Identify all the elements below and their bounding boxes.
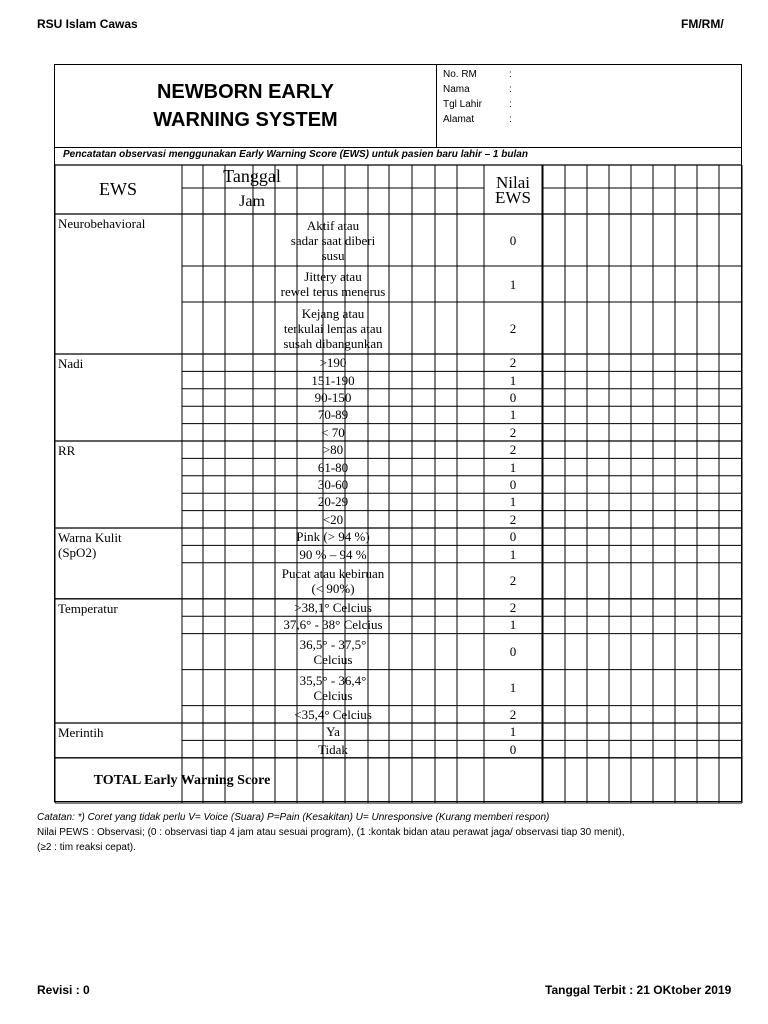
parameter-cell: Tidak <box>318 741 348 757</box>
parameter-cell: 30-60 <box>317 476 349 492</box>
parameter-cell: 36,5° - 37,5° Celcius <box>299 636 367 667</box>
score-cell: 2 <box>509 511 517 527</box>
parameter-cell: Ya <box>326 724 340 740</box>
section-label: Temperatur <box>58 600 118 616</box>
parameter-cell: 35,5° - 36,4° Celcius <box>299 672 367 703</box>
score-cell: 0 <box>509 476 517 492</box>
ews-header: EWS <box>99 179 137 199</box>
score-cell: 2 <box>509 320 517 336</box>
parameter-cell: 90 % – 94 % <box>299 546 367 562</box>
score-cell: 0 <box>509 389 517 405</box>
score-cell: 2 <box>509 573 517 589</box>
patient-field <box>443 82 729 97</box>
score-cell: 1 <box>509 494 517 510</box>
section-label: RR <box>58 443 76 458</box>
parameter-cell: 70-89 <box>317 407 349 423</box>
parameter-cell: Pucat atau kebiruan (< 90%) <box>281 565 385 596</box>
score-cell: 0 <box>509 232 517 248</box>
patient-field <box>443 97 729 112</box>
patient-field-value[interactable]: : <box>509 84 512 95</box>
patient-field <box>443 112 729 127</box>
total-ews-label: TOTAL Early Warning Score <box>93 772 271 788</box>
parameter-cell: <20 <box>322 511 344 527</box>
catatan-note: Catatan: *) Coret yang tidak perlu V= Voice (Suara) P=Pain (Kesakitan) U= Unresponsive (Kurang memberi respon) <box>37 812 550 823</box>
pews-note-line-2: (≥2 : tim reaksi cepat). <box>37 842 136 853</box>
observation-note: Pencatatan observasi menggunakan Early Warning Score (EWS) untuk pasien baru lahir – 1 bulan <box>63 149 528 160</box>
parameter-cell: < 70 <box>321 424 345 440</box>
score-cell: 1 <box>509 546 517 562</box>
jam-header: Jam <box>239 192 265 210</box>
patient-field-value[interactable]: : <box>509 114 512 125</box>
score-cell: 0 <box>509 741 517 757</box>
patient-field <box>443 67 729 82</box>
score-cell: 1 <box>509 372 517 388</box>
section-label: Merintih <box>58 725 104 740</box>
nilai-ews-header: Nilai EWS <box>495 172 531 207</box>
parameter-cell: 90-150 <box>314 389 352 405</box>
parameter-cell: Jittery atau rewel terus menerus <box>280 269 386 299</box>
tanggal-header: Tanggal <box>223 166 281 186</box>
parameter-cell: Aktif atau sadar saat diberi susu <box>290 217 376 263</box>
score-cell: 1 <box>509 459 517 475</box>
parameter-cell: >38,1° Celcius <box>294 599 372 615</box>
patient-field-label: Nama <box>443 84 470 95</box>
parameter-cell: <35,4° Celcius <box>294 706 372 722</box>
score-cell: 2 <box>509 599 517 615</box>
parameter-cell: 151-190 <box>311 372 355 388</box>
patient-field-label: No. RM <box>443 69 477 80</box>
pews-note-line-1: Nilai PEWS : Observasi; (0 : observasi tiap 4 jam atau sesuai program), (1 :kontak bidan atau perawat jaga/ observasi tiap 30 menit), <box>37 827 625 838</box>
revision: Revisi : 0 <box>37 983 90 997</box>
title-line-2: WARNING SYSTEM <box>153 109 338 131</box>
section-label: Warna Kulit (SpO2) <box>58 530 122 560</box>
score-cell: 1 <box>509 407 517 423</box>
score-cell: 2 <box>509 424 517 440</box>
patient-field-value[interactable]: : <box>509 69 512 80</box>
parameter-cell: Pink (> 94 %) <box>296 529 370 545</box>
footnotes <box>37 810 625 855</box>
patient-field-label: Tgl Lahir <box>443 99 482 110</box>
parameter-cell: 61-80 <box>317 459 349 475</box>
score-cell: 1 <box>509 617 517 633</box>
form-title <box>55 65 437 147</box>
form-code: FM/RM/ <box>681 17 724 31</box>
issue-date: Tanggal Terbit : 21 OKtober 2019 <box>545 983 732 997</box>
parameter-cell: >190 <box>319 355 347 371</box>
parameter-cell: 20-29 <box>317 494 349 510</box>
patient-field-label: Alamat <box>443 114 475 125</box>
score-cell: 1 <box>509 680 517 696</box>
divider <box>55 147 741 148</box>
score-cell: 0 <box>509 529 517 545</box>
parameter-cell: Kejang atau terkulai lemas atau susah dibangunkan <box>283 305 383 351</box>
score-cell: 2 <box>509 442 517 458</box>
patient-identity-box <box>443 67 729 127</box>
patient-field-value[interactable]: : <box>509 99 512 110</box>
score-cell: 0 <box>509 644 517 660</box>
section-label: Nadi <box>58 356 84 371</box>
title-line-1: NEWBORN EARLY <box>156 81 335 103</box>
section-label: Neurobehavioral <box>58 216 146 231</box>
score-cell: 1 <box>509 276 517 292</box>
score-cell: 1 <box>509 724 517 740</box>
score-cell: 2 <box>509 355 517 371</box>
hospital-name: RSU Islam Cawas <box>37 17 138 31</box>
parameter-cell: >80 <box>322 442 344 458</box>
parameter-cell: 37,6° - 38° Celcius <box>283 617 383 633</box>
score-cell: 2 <box>509 706 517 722</box>
